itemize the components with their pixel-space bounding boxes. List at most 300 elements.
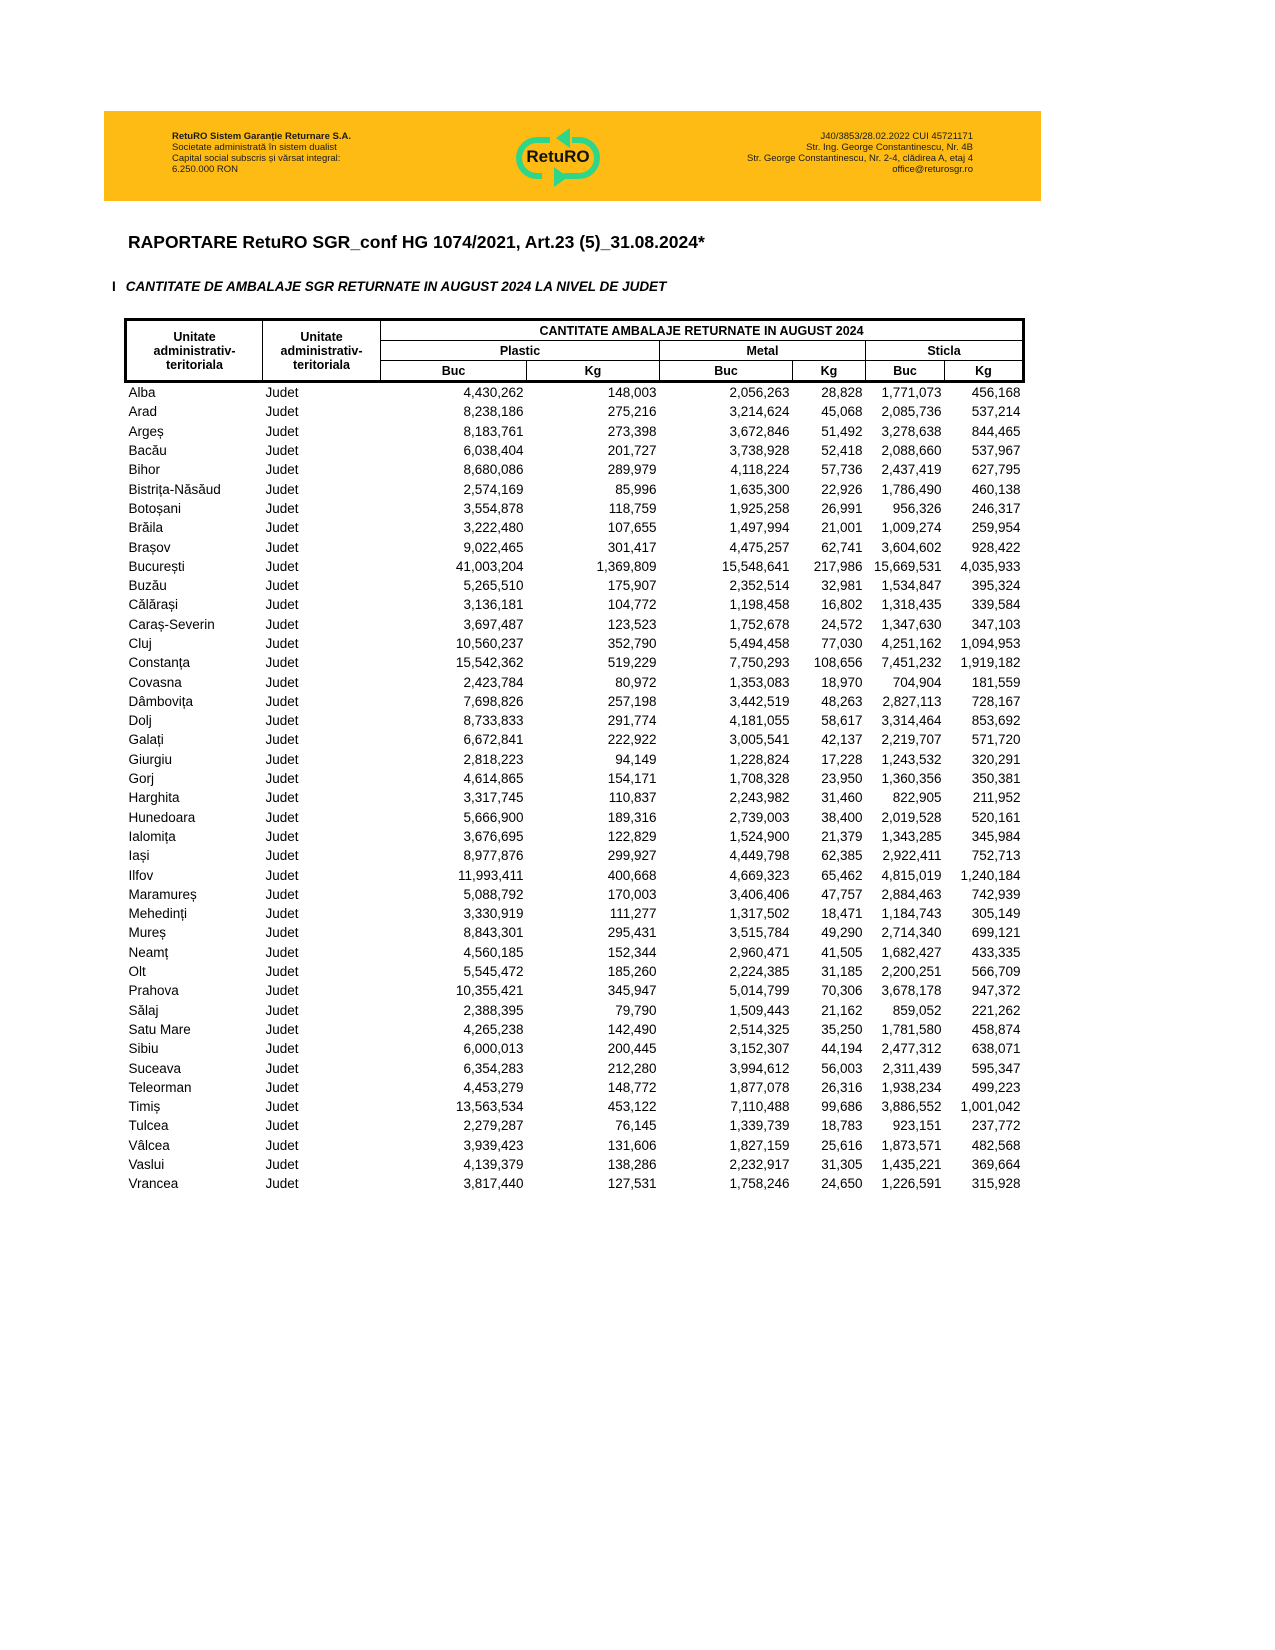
plastic-kg: 76,145 (615, 1118, 657, 1134)
metal-kg: 70,306 (821, 983, 863, 999)
sticla-kg: 1,919,182 (960, 655, 1021, 671)
metal-kg: 22,926 (821, 481, 863, 497)
metal-kg: 21,379 (821, 828, 863, 844)
metal-buc: 4,118,224 (730, 462, 790, 478)
metal-buc: 1,198,458 (729, 597, 790, 613)
county-name: Neamț (128, 944, 169, 960)
sticla-buc: 704,904 (892, 674, 942, 690)
metal-buc: 3,672,846 (729, 423, 790, 439)
header-sticla-kg: Kg (945, 361, 1024, 382)
sticla-buc: 2,437,419 (881, 462, 942, 478)
metal-kg: 99,686 (821, 1099, 863, 1115)
county-name: Satu Mare (128, 1021, 191, 1037)
unit-type: Judet (265, 443, 299, 459)
table-row (126, 1020, 1024, 1039)
metal-kg: 52,418 (821, 443, 863, 459)
plastic-kg: 212,280 (607, 1060, 657, 1076)
letterhead-banner (104, 111, 1041, 201)
unit-type: Judet (265, 693, 299, 709)
unit-type: Judet (265, 1041, 299, 1057)
plastic-buc: 5,088,792 (463, 886, 524, 902)
county-name: Călărași (128, 597, 179, 613)
sticla-kg: 339,584 (971, 597, 1021, 613)
plastic-buc: 3,697,487 (463, 616, 524, 632)
sticla-buc: 1,938,234 (881, 1079, 942, 1095)
plastic-kg: 275,216 (607, 404, 657, 420)
plastic-buc: 4,560,185 (463, 944, 524, 960)
sticla-kg: 433,335 (971, 944, 1021, 960)
metal-buc: 1,877,078 (729, 1079, 790, 1095)
sticla-kg: 928,422 (971, 539, 1021, 555)
metal-kg: 42,137 (821, 732, 863, 748)
table-row (126, 865, 1024, 884)
plastic-buc: 6,354,283 (463, 1060, 524, 1076)
metal-kg: 24,572 (821, 616, 863, 632)
plastic-buc: 6,672,841 (463, 732, 524, 748)
unit-type: Judet (265, 771, 299, 787)
plastic-kg: 189,316 (607, 809, 657, 825)
unit-type: Judet (265, 674, 299, 690)
plastic-buc: 11,993,411 (457, 867, 524, 883)
metal-buc: 3,515,784 (729, 925, 790, 941)
table-row (126, 692, 1024, 711)
sticla-buc: 1,318,435 (881, 597, 942, 613)
arrow-left-icon (556, 128, 570, 148)
table-row (126, 518, 1024, 537)
unit-type: Judet (265, 481, 299, 497)
sticla-buc: 1,786,490 (881, 481, 942, 497)
sticla-buc: 2,827,113 (882, 693, 942, 709)
sticla-kg: 456,168 (971, 385, 1021, 401)
sticla-buc: 1,343,285 (881, 828, 942, 844)
header-metal-kg: Kg (793, 361, 866, 382)
returns-table (124, 318, 1025, 1193)
county-name: Galați (128, 732, 164, 748)
table-row (126, 1078, 1024, 1097)
unit-type: Judet (265, 616, 299, 632)
metal-kg: 44,194 (821, 1041, 863, 1057)
metal-buc: 15,548,641 (721, 558, 790, 574)
metal-buc: 4,475,257 (729, 539, 790, 555)
metal-kg: 48,263 (821, 693, 863, 709)
sticla-kg: 320,291 (971, 751, 1021, 767)
plastic-buc: 13,563,534 (455, 1099, 524, 1115)
plastic-buc: 3,222,480 (463, 520, 524, 536)
metal-buc: 3,738,928 (729, 443, 790, 459)
metal-kg: 24,650 (821, 1176, 863, 1192)
table-row (126, 672, 1024, 691)
metal-kg: 62,385 (821, 848, 863, 864)
sticla-kg: 259,954 (971, 520, 1021, 536)
county-name: Harghita (128, 790, 180, 806)
plastic-buc: 3,317,745 (463, 790, 524, 806)
header-unit-name: Unitate administrativ- teritoriala (126, 320, 263, 382)
plastic-kg: 1,369,809 (596, 558, 657, 574)
sticla-kg: 345,984 (971, 828, 1021, 844)
sticla-buc: 1,771,073 (881, 385, 942, 401)
county-name: Caraș-Severin (128, 616, 215, 632)
plastic-buc: 3,554,878 (463, 500, 524, 516)
metal-kg: 41,505 (821, 944, 863, 960)
unit-type: Judet (265, 925, 299, 941)
county-name: Arad (128, 404, 158, 420)
plastic-buc: 6,038,404 (463, 443, 524, 459)
unit-type: Judet (265, 1002, 299, 1018)
unit-type: Judet (265, 404, 299, 420)
metal-kg: 21,162 (821, 1002, 863, 1018)
plastic-kg: 104,772 (607, 597, 657, 613)
plastic-buc: 4,453,279 (463, 1079, 524, 1095)
metal-buc: 5,494,458 (729, 636, 790, 651)
sticla-buc: 3,314,464 (881, 713, 942, 729)
header-plastic: Plastic (381, 341, 660, 361)
metal-kg: 38,400 (821, 809, 863, 825)
county-name: Botoșani (128, 500, 182, 516)
sticla-buc: 1,243,532 (881, 751, 942, 767)
unit-type: Judet (265, 732, 299, 748)
sticla-buc: 2,884,463 (881, 886, 942, 902)
sticla-kg: 221,262 (971, 1002, 1021, 1018)
table-row (126, 595, 1024, 614)
metal-buc: 3,406,406 (729, 886, 790, 902)
sticla-buc: 2,714,340 (881, 925, 942, 941)
sticla-buc: 2,922,411 (882, 848, 942, 864)
metal-buc: 7,110,488 (730, 1099, 790, 1115)
county-name: Suceava (128, 1060, 182, 1076)
metal-kg: 57,736 (821, 462, 863, 478)
county-name: Dâmbovița (128, 693, 194, 709)
unit-type: Judet (265, 655, 299, 671)
table-row (126, 981, 1024, 1000)
metal-kg: 18,970 (821, 674, 863, 690)
sticla-kg: 458,874 (971, 1021, 1021, 1037)
metal-kg: 108,656 (813, 655, 863, 671)
unit-type: Judet (265, 964, 299, 980)
company-info (172, 131, 351, 175)
sticla-buc: 2,219,707 (881, 732, 942, 748)
plastic-kg: 138,286 (607, 1157, 657, 1173)
table-row (126, 885, 1024, 904)
metal-buc: 4,181,055 (729, 713, 790, 729)
unit-type: Judet (265, 713, 299, 729)
unit-type: Judet (265, 790, 299, 806)
table-header (126, 320, 1024, 382)
metal-buc: 2,232,917 (729, 1157, 790, 1173)
unit-type: Judet (265, 828, 299, 844)
plastic-kg: 79,790 (615, 1002, 657, 1018)
sticla-kg: 1,240,184 (960, 867, 1021, 883)
plastic-buc: 2,388,395 (463, 1002, 524, 1018)
plastic-kg: 152,344 (607, 944, 657, 960)
unit-type: Judet (265, 578, 299, 594)
returo-logo (512, 123, 610, 187)
header-plastic-buc: Buc (381, 361, 527, 382)
county-name: Alba (128, 385, 156, 401)
table-row (126, 750, 1024, 769)
county-name: Teleorman (128, 1079, 192, 1095)
unit-type: Judet (265, 1137, 299, 1153)
sticla-kg: 844,465 (971, 423, 1021, 439)
plastic-kg: 257,198 (607, 693, 657, 709)
sticla-buc: 1,781,580 (881, 1021, 942, 1037)
plastic-kg: 175,907 (607, 578, 657, 594)
table-row (126, 788, 1024, 807)
sticla-kg: 181,559 (971, 674, 1021, 690)
table-row (126, 808, 1024, 827)
registration-line: J40/3853/28.02.2022 CUI 45721171 (820, 131, 973, 142)
plastic-kg: 301,417 (607, 539, 657, 555)
plastic-kg: 127,531 (607, 1176, 657, 1192)
metal-kg: 16,802 (821, 597, 863, 613)
header-sticla: Sticla (866, 341, 1024, 361)
company-info-line: Societate administrată în sistem dualist (172, 142, 337, 153)
metal-kg: 35,250 (821, 1021, 863, 1037)
table-row (126, 769, 1024, 788)
table-row (126, 943, 1024, 962)
table-row (126, 537, 1024, 556)
plastic-kg: 453,122 (607, 1099, 657, 1115)
plastic-kg: 94,149 (615, 751, 657, 767)
sticla-buc: 1,009,274 (881, 520, 942, 536)
metal-buc: 1,752,678 (729, 616, 790, 632)
metal-buc: 1,228,824 (729, 751, 790, 767)
plastic-kg: 352,790 (607, 636, 657, 651)
county-name: Sălaj (128, 1002, 159, 1018)
table-row (126, 962, 1024, 981)
unit-type: Judet (265, 636, 299, 651)
plastic-buc: 5,666,900 (463, 809, 524, 825)
unit-type: Judet (265, 886, 299, 902)
metal-kg: 26,991 (821, 500, 863, 516)
metal-buc: 2,514,325 (729, 1021, 790, 1037)
metal-buc: 7,750,293 (729, 655, 790, 671)
sticla-buc: 2,019,528 (881, 809, 942, 825)
plastic-buc: 3,939,423 (463, 1137, 524, 1153)
unit-type: Judet (265, 1099, 299, 1115)
sticla-kg: 237,772 (971, 1118, 1021, 1134)
header-group: CANTITATE AMBALAJE RETURNATE IN AUGUST 2024 (381, 320, 1024, 341)
unit-type: Judet (265, 558, 299, 574)
unit-type: Judet (265, 906, 299, 922)
sticla-buc: 3,886,552 (881, 1099, 942, 1115)
sticla-buc: 3,278,638 (881, 423, 942, 439)
arrow-right-icon (554, 167, 568, 187)
plastic-kg: 222,922 (607, 732, 657, 748)
sticla-kg: 246,317 (971, 500, 1021, 516)
table-body (126, 382, 1024, 1194)
sticla-kg: 566,709 (971, 964, 1021, 980)
county-name: Brașov (128, 539, 171, 555)
plastic-buc: 9,022,465 (463, 539, 524, 555)
email-link[interactable]: office@returosgr.ro (892, 164, 973, 175)
sticla-buc: 859,052 (892, 1002, 942, 1018)
plastic-buc: 6,000,013 (463, 1041, 524, 1057)
plastic-kg: 201,727 (607, 443, 657, 459)
plastic-buc: 2,818,223 (463, 751, 524, 767)
plastic-buc: 4,430,262 (463, 385, 524, 401)
section-heading (112, 279, 666, 294)
plastic-buc: 2,574,169 (463, 481, 524, 497)
county-name: Vâlcea (128, 1137, 170, 1153)
sticla-buc: 2,311,439 (882, 1060, 942, 1076)
metal-kg: 17,228 (821, 751, 863, 767)
table-row (126, 1116, 1024, 1135)
unit-type: Judet (265, 1176, 299, 1192)
plastic-kg: 170,003 (607, 886, 657, 902)
metal-buc: 2,960,471 (729, 944, 790, 960)
plastic-buc: 2,279,287 (463, 1118, 524, 1134)
table-row (126, 460, 1024, 479)
sticla-buc: 1,184,743 (881, 906, 942, 922)
header-metal-buc: Buc (660, 361, 793, 382)
metal-buc: 1,827,159 (729, 1137, 790, 1153)
metal-buc: 1,317,502 (729, 906, 790, 922)
sticla-buc: 1,226,591 (881, 1176, 942, 1192)
unit-type: Judet (265, 520, 299, 536)
sticla-buc: 3,604,602 (881, 539, 942, 555)
plastic-kg: 110,837 (608, 790, 657, 806)
sticla-kg: 742,939 (971, 886, 1021, 902)
metal-kg: 23,950 (821, 771, 863, 787)
unit-type: Judet (265, 848, 299, 864)
sticla-kg: 699,121 (971, 925, 1021, 941)
sticla-kg: 638,071 (971, 1041, 1021, 1057)
company-name: RetuRO Sistem Garanție Returnare S.A. (172, 131, 351, 142)
county-name: Olt (128, 964, 146, 980)
sticla-kg: 499,223 (971, 1079, 1021, 1095)
table-row (126, 479, 1024, 498)
metal-kg: 65,462 (821, 867, 863, 883)
table-row (126, 711, 1024, 730)
table-row (126, 615, 1024, 634)
plastic-kg: 289,979 (607, 462, 657, 478)
metal-kg: 26,316 (821, 1079, 863, 1095)
metal-buc: 3,214,624 (729, 404, 790, 420)
metal-kg: 62,741 (821, 539, 863, 555)
metal-buc: 3,442,519 (729, 693, 790, 709)
plastic-buc: 3,676,695 (463, 828, 524, 844)
sticla-kg: 315,928 (971, 1176, 1021, 1192)
metal-buc: 2,224,385 (729, 964, 790, 980)
metal-kg: 18,471 (821, 906, 863, 922)
county-name: Mureș (128, 925, 167, 941)
address-line: Str. George Constantinescu, Nr. 2-4, clădirea A, etaj 4 (746, 153, 973, 164)
table-row (126, 402, 1024, 421)
unit-type: Judet (265, 500, 299, 516)
metal-buc: 1,353,083 (729, 674, 790, 690)
county-name: Vrancea (128, 1176, 179, 1192)
address-line: Str. Ing. George Constantinescu, Nr. 4B (806, 142, 973, 153)
metal-kg: 56,003 (821, 1060, 863, 1076)
table-row (126, 499, 1024, 518)
sticla-buc: 2,477,312 (881, 1041, 942, 1057)
table-row (126, 441, 1024, 460)
sticla-kg: 752,713 (971, 848, 1021, 864)
sticla-buc: 822,905 (892, 790, 942, 806)
metal-kg: 31,185 (821, 964, 863, 980)
section-marker: I (112, 279, 116, 294)
county-name: Ialomița (128, 828, 176, 844)
metal-buc: 5,014,799 (729, 983, 790, 999)
sticla-kg: 305,149 (971, 906, 1021, 922)
unit-type: Judet (265, 1060, 299, 1076)
sticla-kg: 571,720 (971, 732, 1021, 748)
table-row (126, 634, 1024, 653)
unit-type: Judet (265, 751, 299, 767)
metal-kg: 28,828 (821, 385, 863, 401)
plastic-kg: 111,277 (609, 906, 657, 922)
table-row (126, 846, 1024, 865)
sticla-kg: 537,967 (971, 443, 1021, 459)
plastic-buc: 3,136,181 (463, 597, 524, 613)
plastic-buc: 8,680,086 (463, 462, 524, 478)
county-name: București (128, 558, 185, 574)
table-row (126, 923, 1024, 942)
plastic-buc: 5,545,472 (463, 964, 524, 980)
section-title: CANTITATE DE AMBALAJE SGR RETURNATE IN AUGUST 2024 LA NIVEL DE JUDET (125, 279, 667, 294)
table-row (126, 1058, 1024, 1077)
metal-kg: 45,068 (821, 404, 863, 420)
plastic-kg: 400,668 (607, 867, 657, 883)
table-row (126, 382, 1024, 403)
header-sticla-buc: Buc (866, 361, 945, 382)
plastic-buc: 2,423,784 (463, 674, 524, 690)
unit-type: Judet (265, 423, 299, 439)
metal-kg: 47,757 (821, 886, 863, 902)
metal-buc: 4,669,323 (729, 867, 790, 883)
metal-buc: 3,152,307 (729, 1041, 790, 1057)
plastic-kg: 148,003 (607, 385, 657, 401)
header-unit-type: Unitate administrativ- teritoriala (263, 320, 381, 382)
table-row (126, 653, 1024, 672)
table-row (126, 422, 1024, 441)
sticla-kg: 595,347 (971, 1060, 1021, 1076)
metal-buc: 2,243,982 (729, 790, 790, 806)
table-row (126, 1039, 1024, 1058)
metal-kg: 51,492 (821, 423, 863, 439)
table-row (126, 1001, 1024, 1020)
metal-buc: 1,758,246 (729, 1176, 790, 1192)
sticla-kg: 211,952 (972, 790, 1021, 806)
plastic-buc: 8,183,761 (463, 423, 524, 439)
metal-buc: 2,056,263 (729, 385, 790, 401)
county-name: Iași (128, 848, 150, 864)
unit-type: Judet (265, 462, 299, 478)
plastic-kg: 118,759 (608, 500, 657, 516)
table-row (126, 1136, 1024, 1155)
county-name: Mehedinți (128, 906, 188, 922)
unit-type: Judet (265, 597, 299, 613)
metal-buc: 3,005,541 (729, 732, 790, 748)
unit-type: Judet (265, 1118, 299, 1134)
metal-buc: 1,925,258 (729, 500, 790, 516)
sticla-kg: 4,035,933 (960, 558, 1021, 574)
company-info-line: Capital social subscris și vărsat integral: (172, 153, 341, 164)
metal-kg: 25,616 (821, 1137, 863, 1153)
metal-buc: 3,994,612 (729, 1060, 790, 1076)
metal-buc: 1,524,900 (729, 828, 790, 844)
plastic-buc: 8,733,833 (463, 713, 524, 729)
county-name: Hunedoara (128, 809, 196, 825)
unit-type: Judet (265, 1157, 299, 1173)
county-name: Gorj (128, 771, 155, 787)
sticla-buc: 3,678,178 (881, 983, 942, 999)
plastic-buc: 8,238,186 (463, 404, 524, 420)
sticla-buc: 1,682,427 (881, 944, 942, 960)
table-row (126, 730, 1024, 749)
county-name: Sibiu (128, 1041, 159, 1057)
unit-type: Judet (265, 983, 299, 999)
